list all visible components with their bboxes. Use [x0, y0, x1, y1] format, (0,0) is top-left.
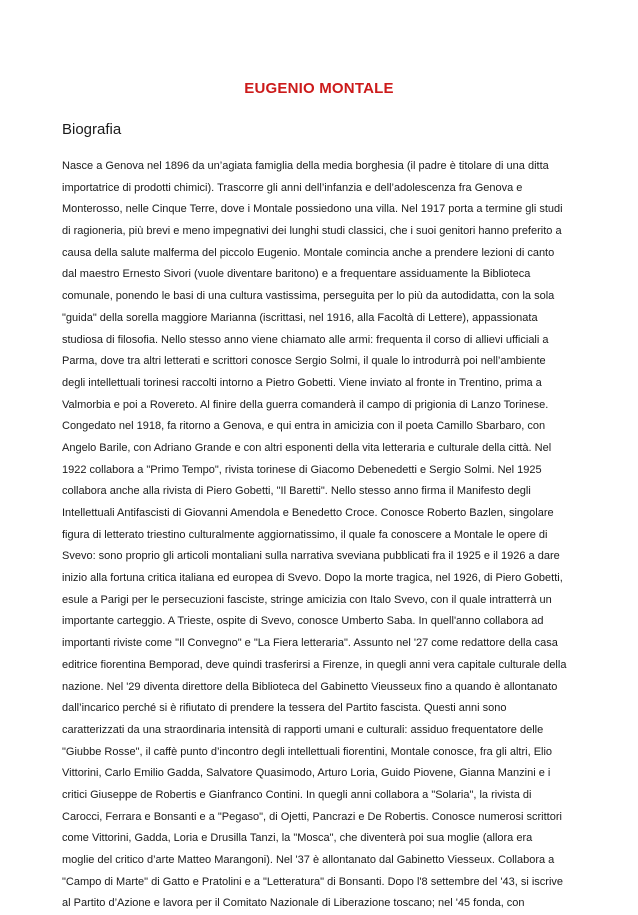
text-line: importante carteggio. A Trieste, ospite di Svevo, conosce Umberto Saba. In quell'anno collabora ad	[62, 615, 544, 628]
text-line: importatrice di prodotti chimici). Trascorre gli anni dell’infanzia e dell’adolescenza fra Genova e	[62, 181, 523, 194]
text-line: moglie del critico d’arte Matteo Marangoni). Nel '37 è allontanato dal Gabinetto Viesseux. Collabora a	[62, 854, 555, 866]
text-line: importanti riviste come "Il Convegno" e "La Fiera letteraria". Assunto nel '27 come redattore della casa	[62, 637, 558, 650]
text-line: collabora anche alla rivista di Piero Gobetti, "Il Baretti". Nello stesso anno firma il Manifesto degli	[62, 485, 531, 498]
text-line: Nasce a Genova nel 1896 da un’agiata famiglia della media borghesia (il padre è titolare di una ditta	[62, 160, 549, 172]
text-line: Vittorini, Carlo Emilio Gadda, Salvatore Quasimodo, Arturo Loria, Guido Piovene, Gianna Manzini e i	[62, 767, 551, 780]
text-line: "guida" della sorella maggiore Marianna (iscrittasi, nel 1916, alla Facoltà di Lettere), appassionata	[62, 311, 538, 324]
text-line: 1922 collabora a "Primo Tempo", rivista torinese di Giacomo Debenedetti e Sergio Solmi. Nel 1925	[62, 463, 542, 476]
text-line: al Partito d’Azione e lavora per il Comitato Nazionale di Liberazione toscano; nel '45 fonda, con	[62, 897, 525, 910]
text-line: comunale, ponendo le basi di una cultura vastissima, perseguita per lo più da autodidatta, con la sola	[62, 290, 555, 303]
text-line: dal maestro Ernesto Sivori (vuole diventare baritono) e a frequentare assiduamente la Biblioteca	[62, 268, 531, 281]
text-line: degli intellettuali torinesi raccolti intorno a Pietro Gobetti. Viene inviato al fronte in Trentino, prima a	[62, 376, 542, 389]
text-line: Valmorbia e poi a Rovereto. Al finire della guerra comanderà il campo di prigionia di Lanzo Torinese.	[62, 398, 549, 411]
text-line: Angelo Barile, con Adriano Grande e con altri esponenti della vita letteraria e culturale della città. Nel	[62, 441, 552, 454]
text-line: nazione. Nel '29 diventa direttore della Biblioteca del Gabinetto Vieusseux fino a quando è allontanato	[62, 680, 558, 693]
text-line: editrice fiorentina Bemporad, deve quindi trasferirsi a Firenze, in quegli anni vera capitale culturale della	[62, 658, 567, 671]
text-line: Carocci, Ferrara e Bonsanti e a "Pegaso", di Ojetti, Pancrazi e De Robertis. Conosce numerosi scrittori	[62, 810, 562, 823]
text-line: come Vittorini, Gadda, Loria e Drusilla Tanzi, la "Mosca", che diventerà poi sua moglie (allora era	[62, 832, 533, 845]
text-line: Monterosso, nelle Cinque Terre, dove i Montale possiedono una villa. Nel 1917 porta a termine gli studi	[62, 203, 563, 216]
text-line: inizio alla fortuna critica italiana ed europea di Svevo. Dopo la morte tragica, nel 1926, di Piero Gobetti,	[62, 572, 563, 585]
text-line: dall’incarico perché si è rifiutato di prendere la tessera del Partito fascista. Questi anni sono	[62, 702, 507, 715]
text-line: Congedato nel 1918, fa ritorno a Genova, e qui entra in amicizia con il poeta Camillo Sbarbaro, con	[62, 420, 546, 433]
text-line: Intellettuali Antifascisti di Giovanni Amendola e Benedetto Croce. Conosce Roberto Bazlen, singolare	[62, 507, 554, 519]
body-paragraph	[62, 156, 580, 915]
document-title: EUGENIO MONTALE	[244, 80, 394, 97]
text-line: causa della salute malferma del piccolo Eugenio. Montale comincia anche a prendere lezioni di canto	[62, 246, 555, 259]
text-line: "Giubbe Rosse", il caffè punto d’incontro degli intellettuali fiorentini, Montale conosce, fra gli altri, Elio	[62, 745, 553, 758]
text-line: caratterizzati da una straordinaria intensità di rapporti umani e culturali: assiduo frequentatore delle	[62, 723, 544, 736]
text-line: studiosa di filosofia. Nello stesso anno viene chiamato alle armi: frequenta il corso di allievi ufficiali a	[62, 333, 549, 346]
text-line: "Campo di Marte" di Gatto e Pratolini e a "Letteratura" di Bonsanti. Dopo l'8 settembre del '43, si iscrive	[62, 875, 564, 888]
text-line: Svevo: sono proprio gli articoli montaliani sulla narrativa sveviana pubblicati fra il 1925 e il 1926 a dare	[62, 550, 560, 563]
text-line: figura di letterato triestino culturalmente aggiornatissimo, il quale fa conoscere a Montale le opere di	[62, 528, 548, 541]
text-line: esule a Parigi per le persecuzioni fasciste, stringe amicizia con Italo Svevo, con il quale intratterrà un	[62, 593, 552, 606]
text-line: Parma, dove tra altri letterati e scrittori conosce Sergio Solmi, il quale lo introdurrà poi nell’ambiente	[62, 355, 546, 368]
text-line: di ragioneria, più brevi e meno impegnativi dei lunghi studi classici, che i suoi genitori hanno preferito a	[62, 225, 562, 238]
section-heading: Biografia	[62, 121, 122, 138]
text-line: critici Giuseppe de Robertis e Gianfranco Contini. In quegli anni collabora a "Solaria", la rivista di	[62, 788, 532, 801]
